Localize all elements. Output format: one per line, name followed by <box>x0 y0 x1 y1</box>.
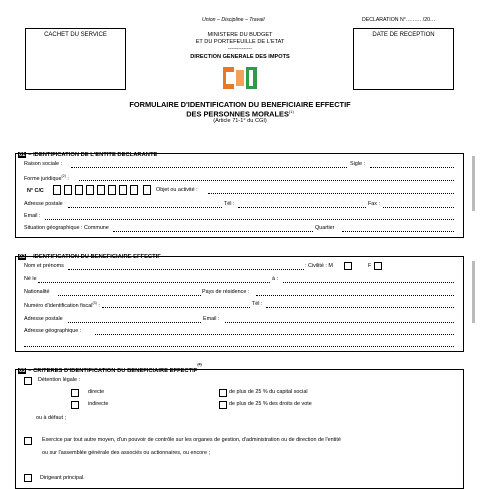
civilite-f-label: F <box>368 263 372 269</box>
nationalite-label: Nationalité <box>24 289 50 295</box>
adresse-geo-field-line2[interactable] <box>24 346 454 347</box>
section-03-sup: (4) <box>197 362 202 367</box>
ne-le-label: Né le <box>24 276 37 282</box>
separator: -------------- <box>227 46 253 52</box>
section-03-number: 03 <box>19 368 26 374</box>
raison-sociale-label: Raison sociale : <box>24 161 63 167</box>
numero-fiscal-label: Numéro d'identification fiscal <box>24 302 93 309</box>
nom-field[interactable] <box>68 269 304 270</box>
commune-field[interactable] <box>113 231 313 232</box>
nc-cell[interactable] <box>97 185 105 195</box>
adresse-postale-field[interactable] <box>68 207 222 208</box>
tel-label: Tél : <box>224 201 235 207</box>
detention-legale-checkbox[interactable] <box>24 377 32 385</box>
form-title-line2: DES PERSONNES MORALES <box>186 109 289 119</box>
pays-residence-label: Pays de résidence : <box>202 289 250 295</box>
tel-label-2: Tél : <box>252 301 263 307</box>
section-02-title: – IDENTIFICATION DU BENEFICIAIRE EFFECTIF <box>28 254 161 260</box>
section-01-title: – IDENTIFICATION DE L'ENTITE DECLARANTE <box>28 152 158 158</box>
forme-juridique-label: Forme juridique <box>24 175 62 182</box>
nc-cell[interactable] <box>130 185 138 195</box>
nc-cell[interactable] <box>119 185 127 195</box>
sigle-field[interactable] <box>370 167 454 168</box>
dirigeant-principal-checkbox[interactable] <box>24 474 32 482</box>
sigle-label: Sigle : <box>350 161 365 167</box>
indirecte-checkbox[interactable] <box>71 401 79 409</box>
civilite-f-checkbox[interactable] <box>374 262 382 270</box>
numero-fiscal-wrap: Numéro d'identification fiscal$^{(3)}$ : <box>24 301 100 309</box>
direction-title: DIRECTION GENERALE DES IMPOTS <box>190 54 290 60</box>
forme-juridique-field[interactable] <box>79 180 454 181</box>
email-field[interactable] <box>45 219 454 220</box>
section-02-number: 02 <box>19 254 26 260</box>
nc-cell[interactable] <box>75 185 83 195</box>
civilite-label: : Civilité : M <box>305 263 333 269</box>
nc-cell[interactable] <box>53 185 61 195</box>
objet-label: Objet ou activité : <box>156 187 198 193</box>
nom-label: Nom et prénoms <box>24 263 64 269</box>
ministry-line2: ET DU PORTEFEUILLE DE L'ETAT <box>195 39 285 45</box>
detention-legale-label: Détention légale : <box>38 377 80 383</box>
plus-25-droits-checkbox[interactable] <box>219 401 227 409</box>
tel-field[interactable] <box>238 207 366 208</box>
email-field-2[interactable] <box>225 322 454 323</box>
quartier-label: Quartier <box>315 225 335 231</box>
section-03-frame <box>15 369 464 489</box>
dgi-logo <box>223 66 257 92</box>
situation-label: Situation géographique : Commune <box>24 225 109 231</box>
nc-cell[interactable] <box>108 185 116 195</box>
plus-25-capital-label: de plus de 25 % du capital social <box>229 389 308 395</box>
adresse-geo-field[interactable] <box>95 334 454 335</box>
motto: Union – Discipline – Travail <box>202 17 265 23</box>
directe-label: directe <box>88 389 105 395</box>
civilite-m-checkbox[interactable] <box>344 262 352 270</box>
nationalite-field[interactable] <box>58 295 201 296</box>
plus-25-capital-checkbox[interactable] <box>219 389 227 397</box>
email-label-2: Email : <box>203 316 220 322</box>
ne-le-field[interactable] <box>38 282 270 283</box>
section-02-scrollbar[interactable] <box>472 261 475 323</box>
directe-checkbox[interactable] <box>71 389 79 397</box>
adresse-postale-field-2[interactable] <box>68 322 201 323</box>
forme-juridique-sup: (2) <box>61 174 66 178</box>
cachet-label: CACHET DU SERVICE <box>44 32 107 38</box>
section-03-title: – CRITERES D'IDENTIFICATION DU BENEFICIAIRE EFFECTIF <box>28 368 198 374</box>
form-title-line1: FORMULAIRE D'IDENTIFICATION DU BENEFICIAIRE EFFECTIF <box>129 100 351 109</box>
nc-cell[interactable] <box>143 185 151 195</box>
a-label: à : <box>272 276 278 282</box>
article-reference: (Article 71-1° du CGI) <box>213 118 267 124</box>
adresse-postale-label: Adresse postale <box>24 201 63 207</box>
pays-residence-field[interactable] <box>256 295 454 296</box>
plus-25-droits-label: de plus de 25 % des droits de vote <box>229 401 312 407</box>
nc-label: N° C/C <box>27 188 44 194</box>
form-title-sup: (1) <box>288 109 294 114</box>
exercice-line2: ou sur l'assemblée générale des associés ou actionnaires, ou encore ; <box>42 450 210 456</box>
email-label: Email : <box>24 213 41 219</box>
section-01-number: 01 <box>19 152 26 158</box>
declaration-number-label: DECLARATION N°……… /20… <box>362 17 436 23</box>
forme-juridique-wrap: Forme juridique$^{(2)}$ : <box>24 174 69 182</box>
raison-sociale-field[interactable] <box>71 167 347 168</box>
exercice-controle-checkbox[interactable] <box>24 437 32 445</box>
nc-cell[interactable] <box>64 185 72 195</box>
date-reception-label: DATE DE RECEPTION <box>372 32 435 38</box>
quartier-field[interactable] <box>342 231 454 232</box>
indirecte-label: indirecte <box>88 401 109 407</box>
lieu-naissance-field[interactable] <box>283 282 454 283</box>
adresse-postale-label-2: Adresse postale <box>24 316 63 322</box>
numero-fiscal-field[interactable] <box>102 307 250 308</box>
ministry-line1: MINISTERE DU BUDGET <box>207 32 273 38</box>
section-01-scrollbar[interactable] <box>472 156 475 211</box>
fax-label: Fax : <box>368 201 380 207</box>
nc-cell[interactable] <box>86 185 94 195</box>
adresse-geo-label: Adresse géographique : <box>24 328 82 334</box>
exercice-line1: Exercice par tout autre moyen, d'un pouvoir de contrôle sur les organes de gestion, d'administration ou de direction de l'entité <box>42 437 341 443</box>
dirigeant-principal-label: Dirigeant principal. <box>40 475 85 481</box>
fax-field[interactable] <box>383 207 454 208</box>
numero-fiscal-sup: (3) <box>92 301 97 305</box>
ou-a-defaut-label: ou à défaut ; <box>36 415 66 421</box>
tel-field-2[interactable] <box>266 307 454 308</box>
objet-field[interactable] <box>208 193 454 194</box>
